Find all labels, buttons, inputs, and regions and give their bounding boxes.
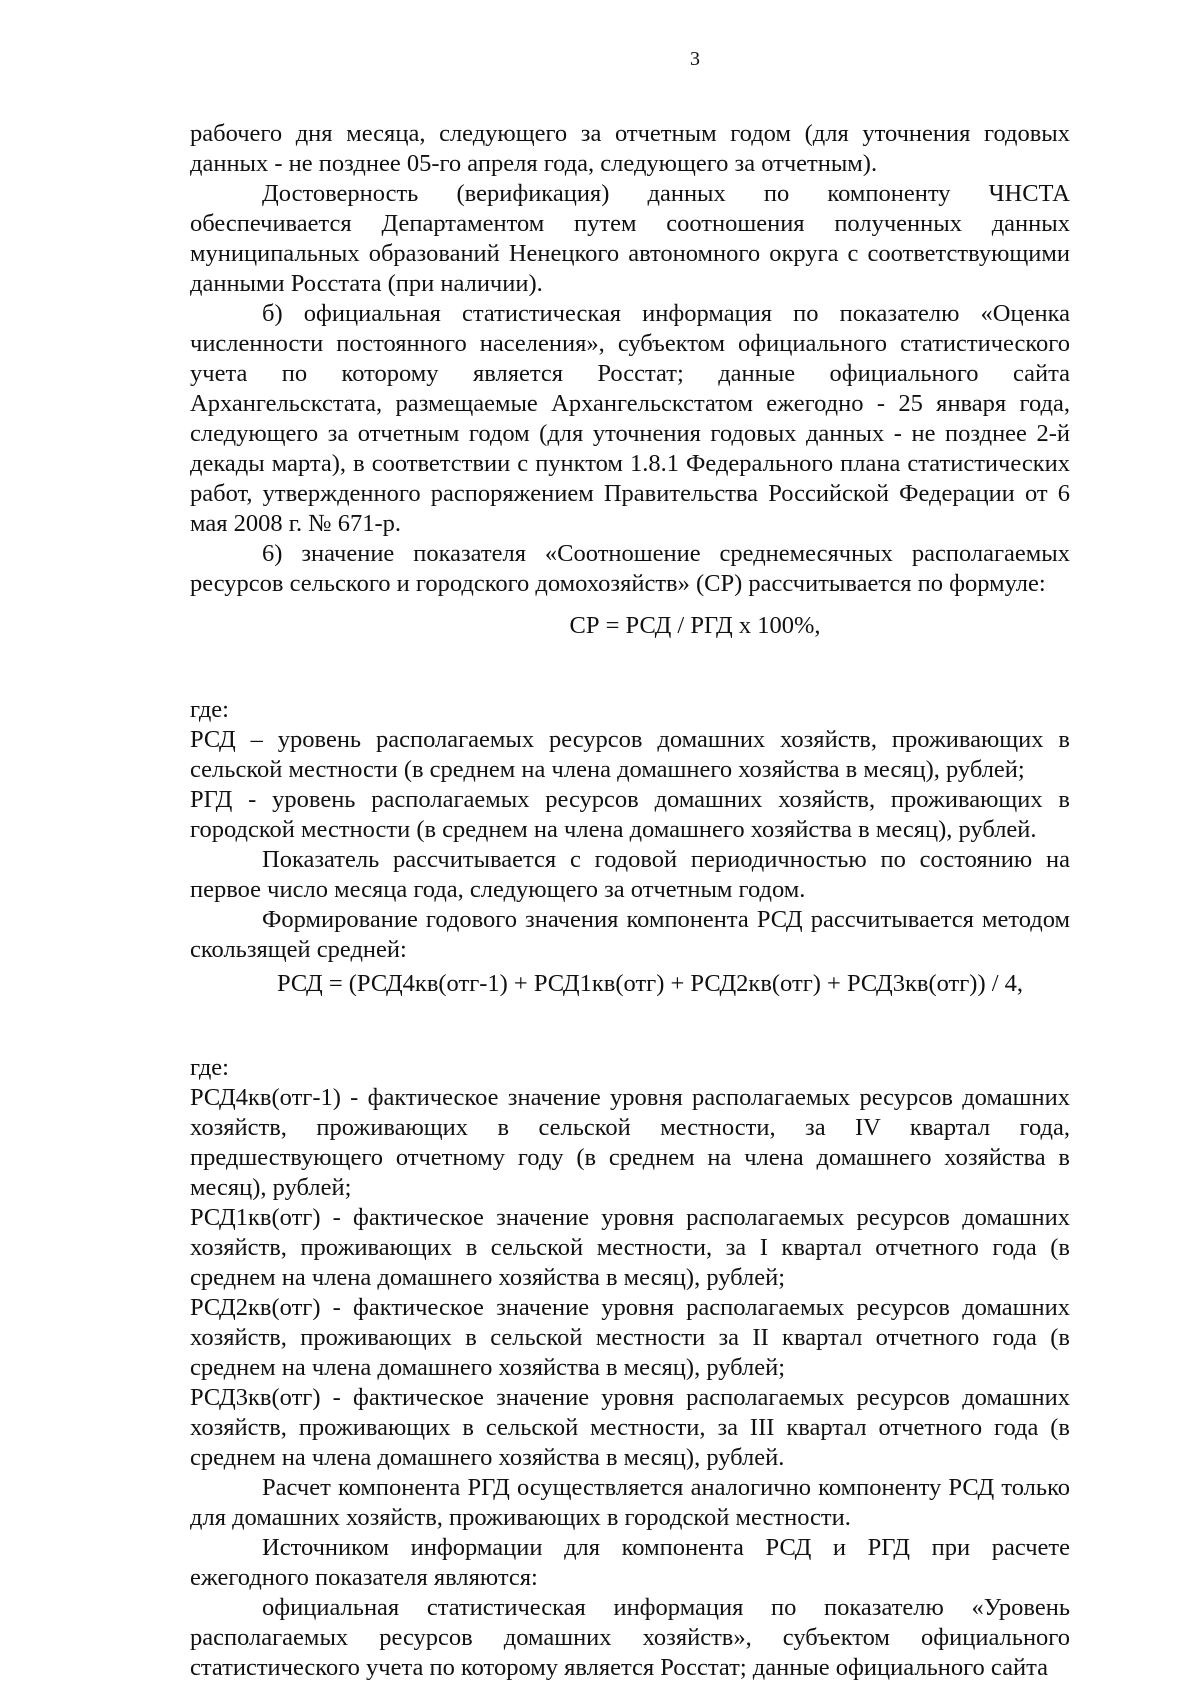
- definition-rsd-q4: РСД4кв(отг-1) - фактическое значение уровня располагаемых ресурсов домашних хозяйств, проживающих в сельской местности, за IV квартал года, предшествующего отчетному году (в среднем на члена домашнего хозяйства в месяц), рублей;: [190, 1084, 1070, 1201]
- paragraph-source-b: б) официальная статистическая информация по показателю «Оценка численности постоянного населения», субъектом официального статистического учета по которому является Росстат; данные официального сайта Архангельскстата, размещаемые Архангельскстатом ежегодно - 25 января года, следующего за отчетным годом (для уточнения годовых данных - не позднее 2-й декады марта), в соответствии с пунктом 1.8.1 Федерального плана статистических работ, утвержденного распоряжением Правительства Российской Федерации от 6 мая 2008 г. № 671-р.: [190, 300, 1070, 537]
- where-label: где:: [190, 696, 229, 723]
- definition-rsd-q3: РСД3кв(отг) - фактическое значение уровня располагаемых ресурсов домашних хозяйств, проживающих в сельской местности, за III квартал отчетного года (в среднем на члена домашнего хозяйства в месяц), рублей.: [190, 1384, 1070, 1471]
- where-label: где:: [190, 1054, 229, 1081]
- definition-rsd-q2: РСД2кв(отг) - фактическое значение уровня располагаемых ресурсов домашних хозяйств, проживающих в сельской местности за II квартал отчетного года (в среднем на члена домашнего хозяйства в месяц), рублей;: [190, 1294, 1070, 1381]
- paragraph-periodicity: Показатель рассчитывается с годовой периодичностью по состоянию на первое число месяца года, следующего за отчетным годом.: [190, 846, 1070, 903]
- paragraph-verification: Достоверность (верификация) данных по компоненту ЧНСТА обеспечивается Департаментом путем соотношения полученных данных муниципальных образований Ненецкого автономного округа с соответствующими данными Росстата (при наличии).: [190, 180, 1070, 297]
- paragraph-indicator-6: 6) значение показателя «Соотношение среднемесячных располагаемых ресурсов сельского и городского домохозяйств» (СР) рассчитывается по формуле:: [190, 540, 1070, 597]
- document-body: [190, 119, 1070, 1683]
- formula-cp: СР = РСД / РГД х 100%,: [569, 612, 821, 639]
- paragraph-official-info: официальная статистическая информация по показателю «Уровень располагаемых ресурсов домашних хозяйств», субъектом официального статистического учета по которому является Росстат; данные официального сайта: [190, 1594, 1070, 1681]
- definition-rgd: РГД - уровень располагаемых ресурсов домашних хозяйств, проживающих в городской местности (в среднем на члена домашнего хозяйства в месяц), рублей.: [190, 786, 1070, 843]
- page-number: 3: [690, 48, 700, 70]
- formula-rsd: РСД = (РСД4кв(отг-1) + РСД1кв(отг) + РСД2кв(отг) + РСД3кв(отг)) / 4,: [276, 970, 1024, 997]
- paragraph-rgd-calc: Расчет компонента РГД осуществляется аналогично компоненту РСД только для домашних хозяйств, проживающих в городской местности.: [190, 1474, 1070, 1531]
- definition-rsd-q1: РСД1кв(отг) - фактическое значение уровня располагаемых ресурсов домашних хозяйств, проживающих в сельской местности, за I квартал отчетного года (в среднем на члена домашнего хозяйства в месяц), рублей;: [190, 1204, 1070, 1291]
- paragraph-moving-average: Формирование годового значения компонента РСД рассчитывается методом скользящей средней:: [190, 906, 1070, 963]
- paragraph-sources: Источником информации для компонента РСД и РГД при расчете ежегодного показателя являются:: [190, 1534, 1070, 1591]
- definition-rsd: РСД – уровень располагаемых ресурсов домашних хозяйств, проживающих в сельской местности (в среднем на члена домашнего хозяйства в месяц), рублей;: [190, 726, 1070, 783]
- paragraph-continuation: рабочего дня месяца, следующего за отчетным годом (для уточнения годовых данных - не позднее 05-го апреля года, следующего за отчетным).: [190, 120, 1070, 177]
